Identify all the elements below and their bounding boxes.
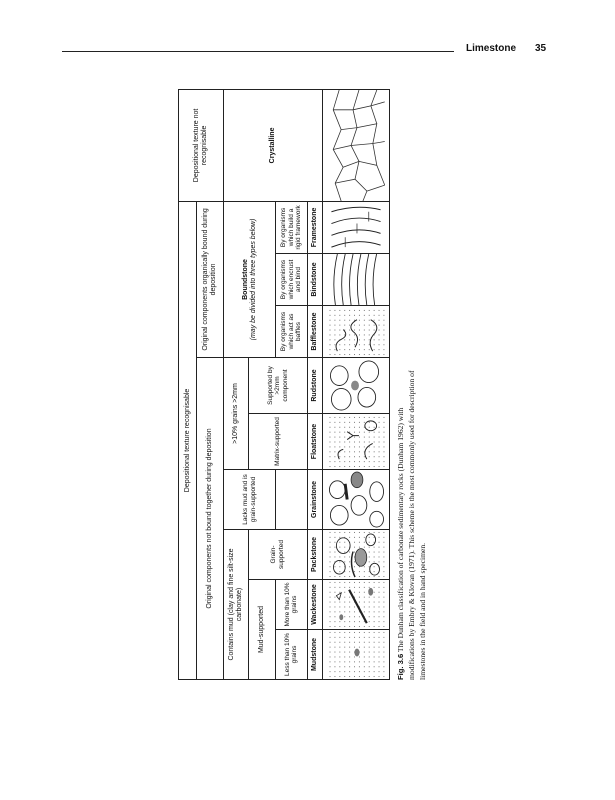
header-matrix-supported: Matrix-supported	[248, 414, 307, 470]
bindstone-texture-illustration	[323, 254, 390, 306]
grainstone-texture-illustration	[323, 470, 390, 530]
caption-text: The Dunham classification of carbonate sedimentary rocks (Dunham 1962) with modifications by Embry & Klovan (1971). This scheme is the most commonly used for description of limestones in the field and in hand specimen.	[396, 370, 427, 680]
header-not-bound: Original components not bound together during deposition	[197, 358, 224, 680]
header-gt10-grains: >10% grains >2mm	[224, 358, 249, 470]
name-rudstone: Rudstone	[307, 358, 323, 414]
packstone-texture-illustration	[323, 530, 390, 580]
name-bindstone: Bindstone	[307, 254, 323, 306]
header-mud-supported: Mud-supported	[248, 580, 275, 680]
name-grainstone: Grainstone	[307, 470, 323, 530]
name-packstone: Packstone	[307, 530, 323, 580]
header-rigid-framework: By organisms which build a rigid framework	[276, 201, 308, 253]
header-more-10-grains: More than 10% grains	[276, 580, 308, 630]
header-grain-supported: Grain-supported	[248, 530, 307, 580]
name-wackestone: Wackestone	[307, 580, 323, 630]
header-texture-not-recognisable: Depositional texture not recognisable	[179, 89, 224, 201]
name-framestone: Framestone	[307, 201, 323, 253]
dunham-classification-figure	[178, 90, 390, 680]
bafflestone-texture-illustration	[323, 306, 390, 358]
boundstone-label: Boundstone	[241, 259, 249, 300]
header-encrust-bind: By organisms which encrust and bind	[276, 254, 308, 306]
figure-caption	[395, 370, 428, 680]
crystalline-label: Crystalline	[224, 89, 323, 201]
header-organically-bound: Original components organically bound during deposition	[197, 201, 224, 357]
boundstone-cell	[224, 201, 276, 357]
header-lacks-mud: Lacks mud and is grain-supported	[224, 470, 276, 530]
blank-cell	[276, 470, 308, 530]
mudstone-texture-illustration	[323, 630, 390, 680]
header-supported-gt2mm: Supported by >2mm component	[248, 358, 307, 414]
header-baffles: By organisms which act as baffles	[276, 306, 308, 358]
name-bafflestone: Bafflestone	[307, 306, 323, 358]
header-less-10-grains: Less than 10% grains	[276, 630, 308, 680]
crystalline-texture-illustration	[323, 89, 390, 201]
dunham-classification-table	[178, 89, 390, 680]
rudstone-texture-illustration	[323, 358, 390, 414]
framestone-texture-illustration	[323, 201, 390, 253]
header-texture-recognisable: Depositional texture recognisable	[179, 201, 197, 679]
boundstone-note: (may be divided into three types below)	[249, 218, 257, 341]
header-rule	[62, 51, 454, 52]
figure-caption-rotated	[395, 370, 427, 680]
name-mudstone: Mudstone	[307, 630, 323, 680]
wackestone-texture-illustration	[323, 580, 390, 630]
figure-number: Fig. 3.6	[396, 653, 405, 680]
name-floatstone: Floatstone	[307, 414, 323, 470]
header-contains-mud: Contains mud (clay and fine silt-size carbonate)	[224, 530, 249, 680]
running-title: Limestone	[466, 43, 517, 54]
page-number: 35	[535, 43, 547, 54]
floatstone-texture-illustration	[323, 414, 390, 470]
